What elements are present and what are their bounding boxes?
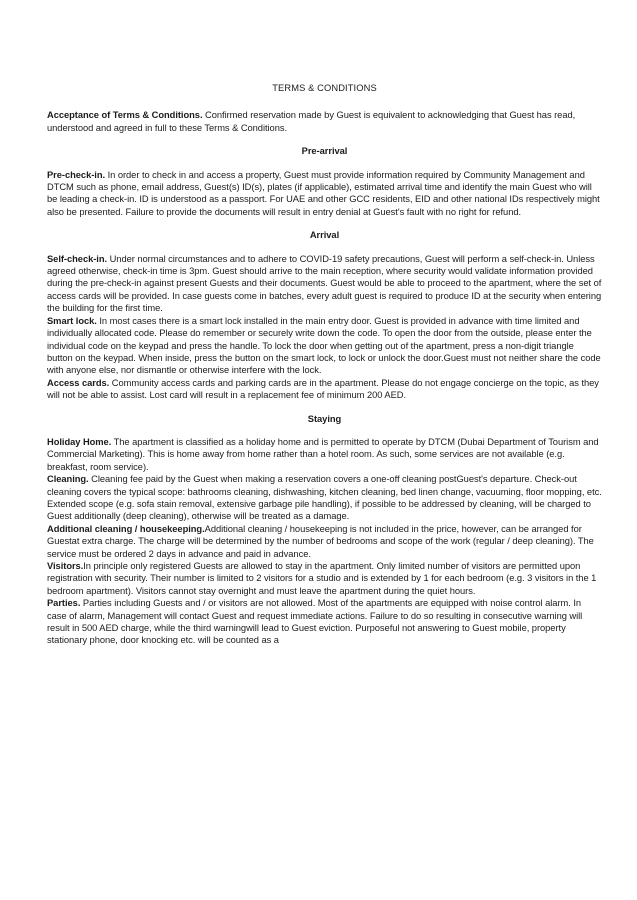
section-heading-arrival: Arrival [309,230,340,241]
additional-cleaning-paragraph [47,523,602,560]
visitors-paragraph [47,560,602,597]
pre-check-in-lead: Pre-check-in. [47,169,106,180]
pre-check-in-paragraph [47,169,602,219]
self-check-in-lead: Self-check-in. [47,253,108,264]
terms-document [47,82,602,647]
cleaning-text: Cleaning fee paid by the Guest when making a reservation covers a one-off cleaning postGuest's departure. Check-out cleaning covers the typical scope: bathrooms cleaning, dishwashing, kitchen cleaning, bed linen change, vacuuming, floor mopping, etc. Extended scope (e.g. sofa stain removal, extensive garbage pile handling), if possible to be addressed by cleaning, will be charged to Guest additionally (deep cleaning), otherwise will be treated as a damage. [47,474,602,522]
section-heading-pre-arrival: Pre-arrival [301,146,348,157]
self-check-in-paragraph [47,253,602,315]
access-cards-text: Community access cards and parking cards are in the apartment. Please do not engage concierge on the topic, as they will not be able to assist. Lost card will result in a replacement fee of minimum 200 AED. [47,377,599,401]
access-cards-paragraph [47,377,602,402]
self-check-in-text: Under normal circumstances and to adhere to COVID-19 safety precautions, Guest will perform a self-check-in. Unless agreed otherwise, check-in time is 3pm. Guest should arrive to the main reception, where security would validate information provided during the pre-check-in against present Guests and their documents. Guest would be able to proceed to the apartment, where the set of access cards will be provided. In case guests come in batches, every adult guest is required to produce ID at the security when entering the building for the first time. [47,253,602,314]
additional-cleaning-lead: Additional cleaning / housekeeping. [47,523,205,534]
visitors-lead: Visitors. [47,561,84,571]
cleaning-lead: Cleaning. [47,474,89,485]
acceptance-lead: Acceptance of Terms & Conditions. [47,110,203,121]
parties-text: Parties including Guests and / or visitors are not allowed. Most of the apartments are equipped with noise control alarm. In case of alarm, Management will contact Guest and request immediate actions. Failure to do so resulting in consecutive warning will result in 500 AED charge, while the third warningwill lead to Guest eviction. Purposeful not answering to Guest mobile, property stationary phone, door knocking etc. will be counted as a [47,598,583,646]
parties-paragraph [47,597,602,647]
parties-lead: Parties. [47,598,81,609]
smart-lock-text: In most cases there is a smart lock installed in the main entry door. Guest is provided in advance with time limited and individually allocated code. Please do remember or securely write down the code. To open the door from the outside, please enter the individual code on the keypad and press the handle. To lock the door when getting out of the apartment, press a non-digit triangle button on the keypad. When inside, press the button on the smart lock, to lock or unlock the door.Guest must not neither share the code with anyone else, nor dismantle or otherwise interfere with the lock. [47,315,601,376]
acceptance-text: Confirmed reservation made by Guest is equivalent to acknowledging that Guest has read, understood and agreed in full to these Terms & Conditions. [47,110,576,133]
acceptance-paragraph [47,109,602,134]
smart-lock-paragraph [47,315,602,377]
visitors-text: In principle only registered Guests are allowed to stay in the apartment. Only limited number of visitors are permitted upon registration with security. Their number is limited to 2 visitors for a studio and is extended by 1 for each bedroom (e.g. 3 visitors in the 1 bedroom apartment). Visitors cannot stay overnight and must leave the apartment during the quiet hours. [47,561,597,596]
holiday-home-paragraph [47,436,602,473]
cleaning-paragraph [47,473,602,523]
smart-lock-lead: Smart lock. [47,315,97,326]
additional-cleaning-text: Additional cleaning / housekeeping is not included in the price, however, can be arranged for Guestat extra charge. The charge will be determined by the number of bedrooms and scope of the work (regular / deep cleaning). The service must be ordered 2 days in advance and paid in advance. [47,523,594,559]
holiday-home-text: The apartment is classified as a holiday home and is permitted to operate by DTCM (Dubai Department of Tourism and Commercial Marketing). This is home away from home rather than a hotel room. As such, some services are not available (e.g. breakfast, room service). [47,436,599,472]
document-title: TERMS & CONDITIONS [272,83,377,93]
pre-check-in-text: In order to check in and access a property, Guest must provide information required by Community Management and DTCM such as phone, email address, Guest(s) ID(s), plates (if applicable), estimated arrival time and identify the main Guest who will be leading a check-in. ID is understood as a passport. For UAE and other GCC residents, EID and other national IDs respectively might also be presented. Failure to provide the documents will result in entry denial at Guest's fault with no right for refund. [47,169,600,217]
holiday-home-lead: Holiday Home. [47,436,112,447]
access-cards-lead: Access cards. [47,377,110,388]
section-heading-staying: Staying [307,413,342,424]
